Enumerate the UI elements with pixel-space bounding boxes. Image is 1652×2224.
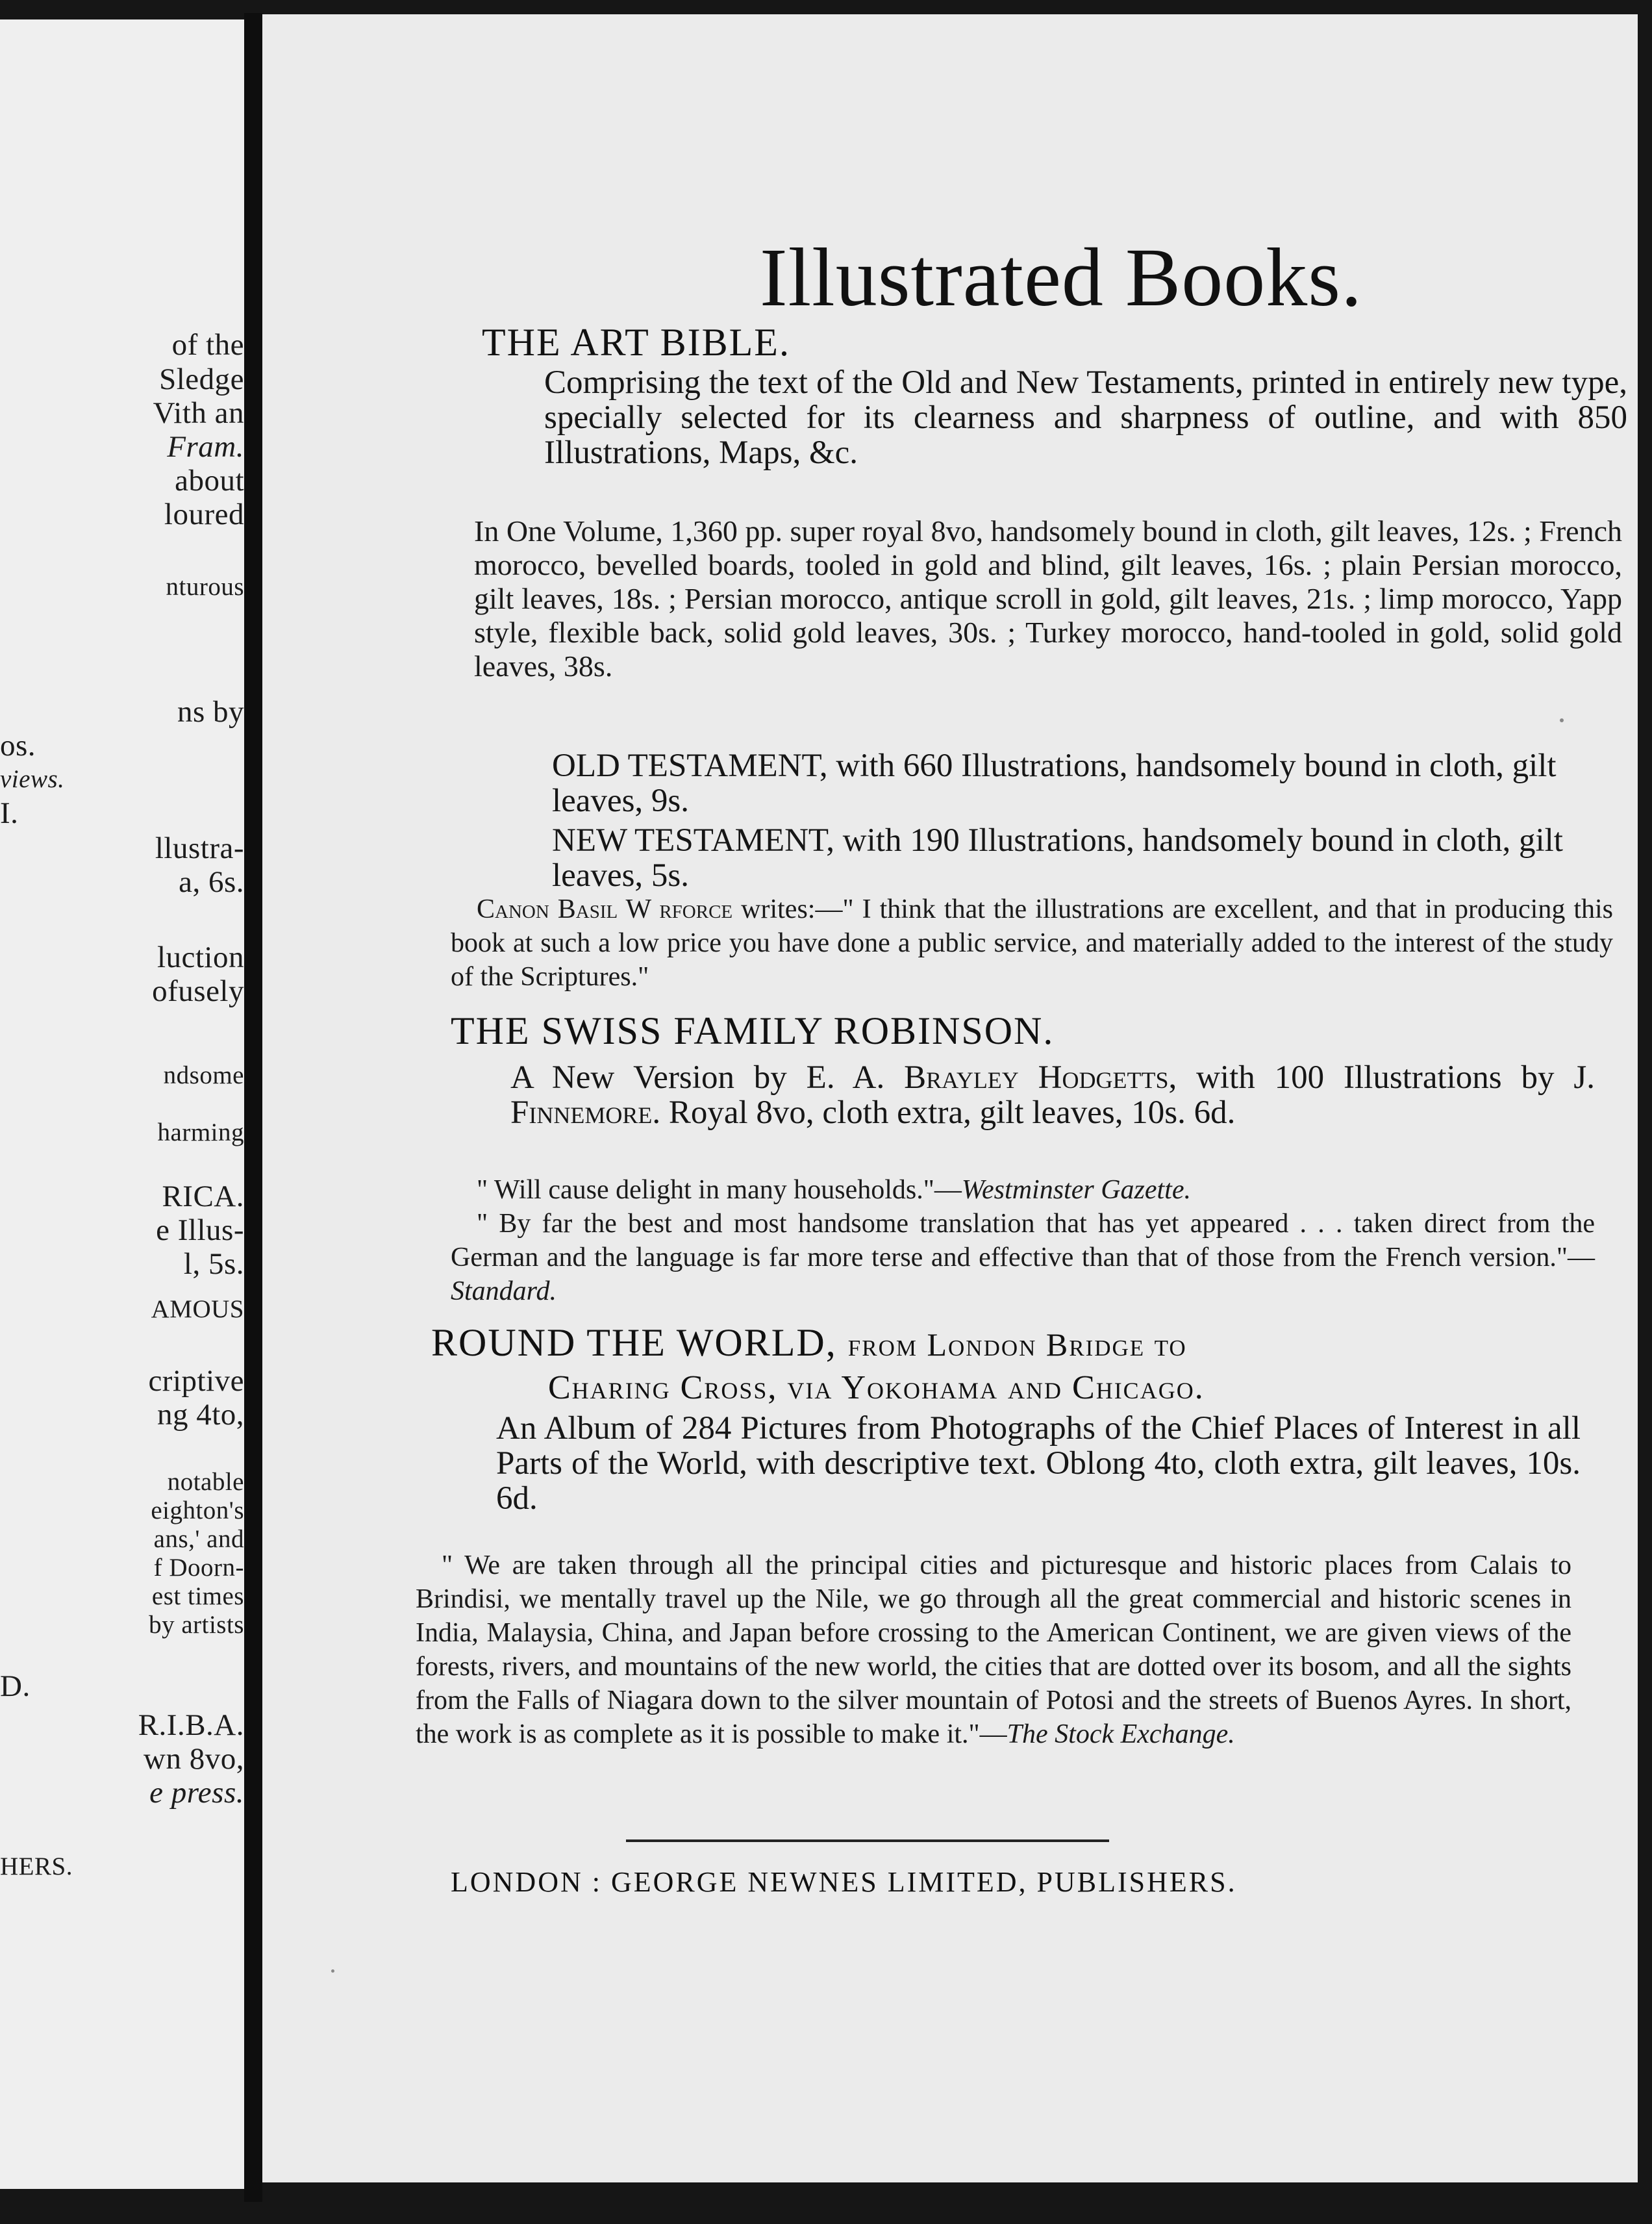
swiss-desc-part: . Royal 8vo, cloth extra, gilt leaves, 10s. 6d. xyxy=(652,1094,1236,1131)
art-bible-bindings xyxy=(474,514,1622,683)
review-source: Standard. xyxy=(451,1276,557,1306)
left-fragment: AMOUS xyxy=(151,1295,244,1323)
left-fragment: est times xyxy=(151,1582,244,1610)
review-source: Westminster Gazette. xyxy=(961,1175,1191,1205)
left-fragment: by artists xyxy=(149,1611,244,1639)
art-bible-heading: THE ART BIBLE. xyxy=(482,321,790,364)
round-world-description: An Album of 284 Pictures from Photographs of the Chief Places of Interest in all Parts of the World, with descriptive text. Oblong 4to, cloth extra, gilt leaves, 10s. 6d. xyxy=(496,1410,1581,1517)
left-fragment: os. xyxy=(0,729,36,763)
left-fragment: Vith an xyxy=(153,396,244,430)
swiss-family-description xyxy=(510,1060,1595,1130)
paper-speck xyxy=(1560,718,1564,722)
left-fragment: ofusely xyxy=(152,974,244,1008)
canon-quote-author: Canon Basil W rforce xyxy=(477,894,733,924)
canon-quote xyxy=(451,892,1613,994)
left-fragment: ndsome xyxy=(163,1061,244,1089)
left-fragment: e Illus- xyxy=(156,1213,244,1247)
left-fragment: e press. xyxy=(149,1776,244,1810)
left-fragment: ng 4to, xyxy=(156,1398,244,1432)
canon-quote-text: writes:—" I think that the illustrations are excellent, and that in producing this book at such a low price you have done a public service, and materially added to the interest of the study of the Scriptures." xyxy=(451,894,1614,992)
paper-speck xyxy=(331,1969,334,1973)
swiss-author: Brayley Hodgetts xyxy=(904,1059,1169,1096)
left-fragment: l, 5s. xyxy=(183,1247,244,1281)
round-world-heading-line2: Charing Cross, via Yokohama and Chicago. xyxy=(548,1369,1205,1406)
left-fragment: ns by xyxy=(177,695,244,729)
left-fragment: eighton's xyxy=(151,1497,244,1524)
review-source: The Stock Exchange. xyxy=(1007,1719,1235,1749)
left-fragment: Sledge xyxy=(159,362,244,396)
art-bible-description: Comprising the text of the Old and New Testaments, printed in entirely new type, specially selected for its clearness and sharpness of outline, and with 850 Illustrations, Maps, &c. xyxy=(544,364,1627,471)
left-fragment: ans,' and xyxy=(153,1525,244,1553)
left-fragment: views. xyxy=(0,765,65,793)
left-fragment: HERS. xyxy=(0,1852,73,1880)
page-title: Illustrated Books. xyxy=(759,231,1363,323)
left-fragment: D. xyxy=(0,1669,31,1703)
left-fragment: wn 8vo, xyxy=(144,1742,244,1776)
left-fragment: llustra- xyxy=(155,831,244,865)
left-fragment: I. xyxy=(0,796,19,830)
swiss-desc-part: A New Version by E. A. xyxy=(510,1059,885,1096)
left-fragment: a, 6s. xyxy=(179,865,244,899)
divider-rule xyxy=(626,1839,1109,1842)
left-fragment: RICA. xyxy=(162,1180,244,1213)
art-bible-bindings-text: In One Volume, 1,360 pp. super royal 8vo, handsomely bound in cloth, gilt leaves, 12s. ; French morocco, bevelled boards, tooled in gold and blind, gilt leaves, 16s. ; plain Persian morocco, gilt leaves, 18s. ; Persian morocco, antique scroll in gold, gilt leaves, 21s. ; limp morocco, Yapp style, flexible back, solid gold leaves, 30s. ; Turkey morocco, hand-tooled in gold, solid gold leaves, 38s. xyxy=(474,514,1622,683)
swiss-illustrator: Finnemore xyxy=(510,1094,653,1131)
left-fragment: criptive xyxy=(148,1364,244,1398)
review-text: " We are taken through all the principal cities and picturesque and historic places from Calais to Brindisi, we mentally travel up the Nile, we go through all the great commercial and historic scenes in India, Malaysia, China, and Japan before crossing to the American Continent, we are given views of the forests, rivers, and mountains of the new world, the cities that are dotted over its bosom, and all the sights from the Falls of Niagara down to the silver mountain of Potosi and the streets of Buenos Ayres. In short, the work is as complete as it is possible to make it."— xyxy=(416,1550,1571,1749)
left-fragment: loured xyxy=(164,498,244,531)
left-fragment: R.I.B.A. xyxy=(138,1708,244,1742)
round-world-heading-rest: from London Bridge to xyxy=(847,1326,1187,1363)
left-fragment: of the xyxy=(171,328,244,362)
review-text: " Will cause delight in many households."— xyxy=(477,1175,962,1205)
right-page xyxy=(262,14,1638,2182)
swiss-family-heading: THE SWISS FAMILY ROBINSON. xyxy=(451,1009,1055,1052)
review-text: " By far the best and most handsome translation that has yet appeared . . . taken direct from the German and the language is far more terse and effective than that of those from the French version."— xyxy=(451,1209,1595,1272)
round-world-heading-main: ROUND THE WORLD, xyxy=(431,1321,837,1364)
new-testament-entry: NEW TESTAMENT, with 190 Illustrations, handsomely bound in cloth, gilt leaves, 5s. xyxy=(552,822,1563,894)
left-fragment: Fram. xyxy=(167,430,244,464)
round-world-review xyxy=(416,1548,1571,1751)
left-fragment: harming xyxy=(157,1118,244,1146)
book-gutter xyxy=(244,13,262,2202)
round-world-heading xyxy=(431,1320,1187,1367)
swiss-desc-part: , with 100 Illustrations by J. xyxy=(1168,1059,1595,1096)
left-facing-page xyxy=(0,19,244,2189)
left-fragment: f Doorn- xyxy=(153,1554,244,1582)
publisher-imprint: LONDON : GEORGE NEWNES LIMITED, PUBLISHERS. xyxy=(451,1866,1237,1898)
left-fragment: luction xyxy=(156,941,244,974)
swiss-review-westminster xyxy=(451,1173,1595,1207)
swiss-review-standard xyxy=(451,1207,1595,1308)
left-fragment: notable xyxy=(167,1468,244,1496)
old-testament-entry: OLD TESTAMENT, with 660 Illustrations, handsomely bound in cloth, gilt leaves, 9s. xyxy=(552,748,1557,819)
left-fragment: about xyxy=(175,464,244,498)
left-fragment: nturous xyxy=(166,573,244,601)
